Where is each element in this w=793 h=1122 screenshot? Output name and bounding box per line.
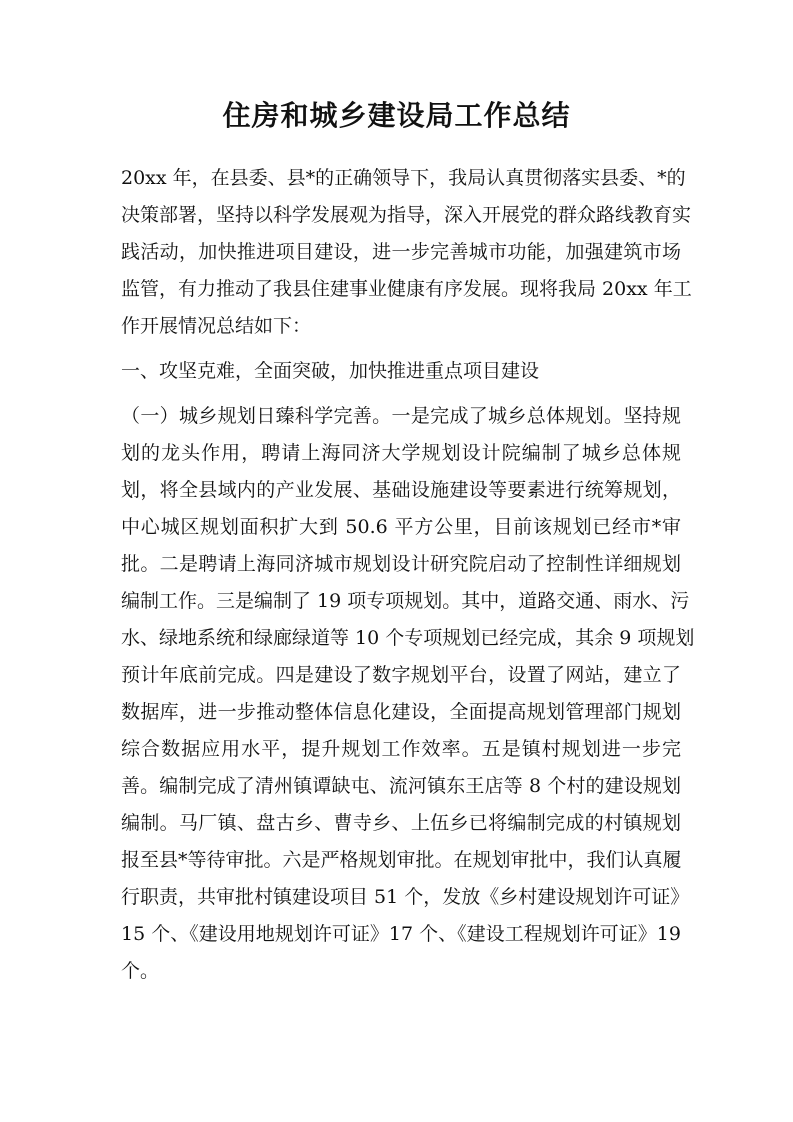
- text-line: 数据库，进一步推动整体信息化建设，全面提高规划管理部门规划: [121, 701, 681, 723]
- text-line: 编制工作。三是编制了 19 项专项规划。其中，道路交通、雨水、污: [121, 590, 690, 612]
- text-line: 批。二是聘请上海同济城市规划设计研究院启动了控制性详细规划: [121, 553, 681, 575]
- body-paragraph: [121, 398, 695, 990]
- text-line: 践活动，加快推进项目建设，进一步完善城市功能，加强建筑市场: [121, 241, 681, 263]
- text-line: 水、绿地系统和绿廊绿道等 10 个专项规划已经完成，其余 9 项规划: [121, 627, 695, 649]
- document-title: 住房和城乡建设局工作总结: [222, 99, 571, 132]
- text-line: 行职责，共审批村镇建设项目 51 个，发放《乡村建设规划许可证》: [121, 886, 690, 908]
- text-line: 划的龙头作用，聘请上海同济大学规划设计院编制了城乡总体规: [121, 442, 681, 464]
- text-line: （一）城乡规划日臻科学完善。一是完成了城乡总体规划。坚持规: [121, 405, 681, 427]
- text-line: 作开展情况总结如下：: [121, 315, 312, 337]
- text-line: 15 个、《建设用地规划许可证》17 个、《建设工程规划许可证》19: [121, 923, 681, 945]
- text-line: 监管，有力推动了我县住建事业健康有序发展。现将我局 20xx 年工: [121, 278, 692, 300]
- text-line: 预计年底前完成。四是建设了数字规划平台，设置了网站，建立了: [121, 664, 681, 686]
- text-line: 20xx 年，在县委、县*的正确领导下，我局认真贯彻落实县委、*的: [121, 167, 686, 189]
- text-line: 综合数据应用水平，提升规划工作效率。五是镇村规划进一步完: [121, 738, 681, 760]
- text-line: 善。编制完成了清州镇谭缺屯、流河镇东王店等 8 个村的建设规划: [121, 775, 681, 797]
- text-line: 个。: [121, 960, 160, 982]
- section-heading: 一、攻坚克难，全面突破，加快推进重点项目建设: [121, 360, 540, 382]
- text-line: 编制。马厂镇、盘古乡、曹寺乡、上伍乡已将编制完成的村镇规划: [121, 812, 681, 834]
- text-line: 划，将全县域内的产业发展、基础设施建设等要素进行统筹规划，: [121, 479, 681, 501]
- intro-paragraph: [121, 160, 692, 345]
- text-line: 决策部署，坚持以科学发展观为指导，深入开展党的群众路线教育实: [121, 204, 692, 226]
- text-line: 报至县*等待审批。六是严格规划审批。在规划审批中，我们认真履: [121, 849, 682, 871]
- text-line: 中心城区规划面积扩大到 50.6 平方公里，目前该规划已经市*审: [121, 516, 681, 538]
